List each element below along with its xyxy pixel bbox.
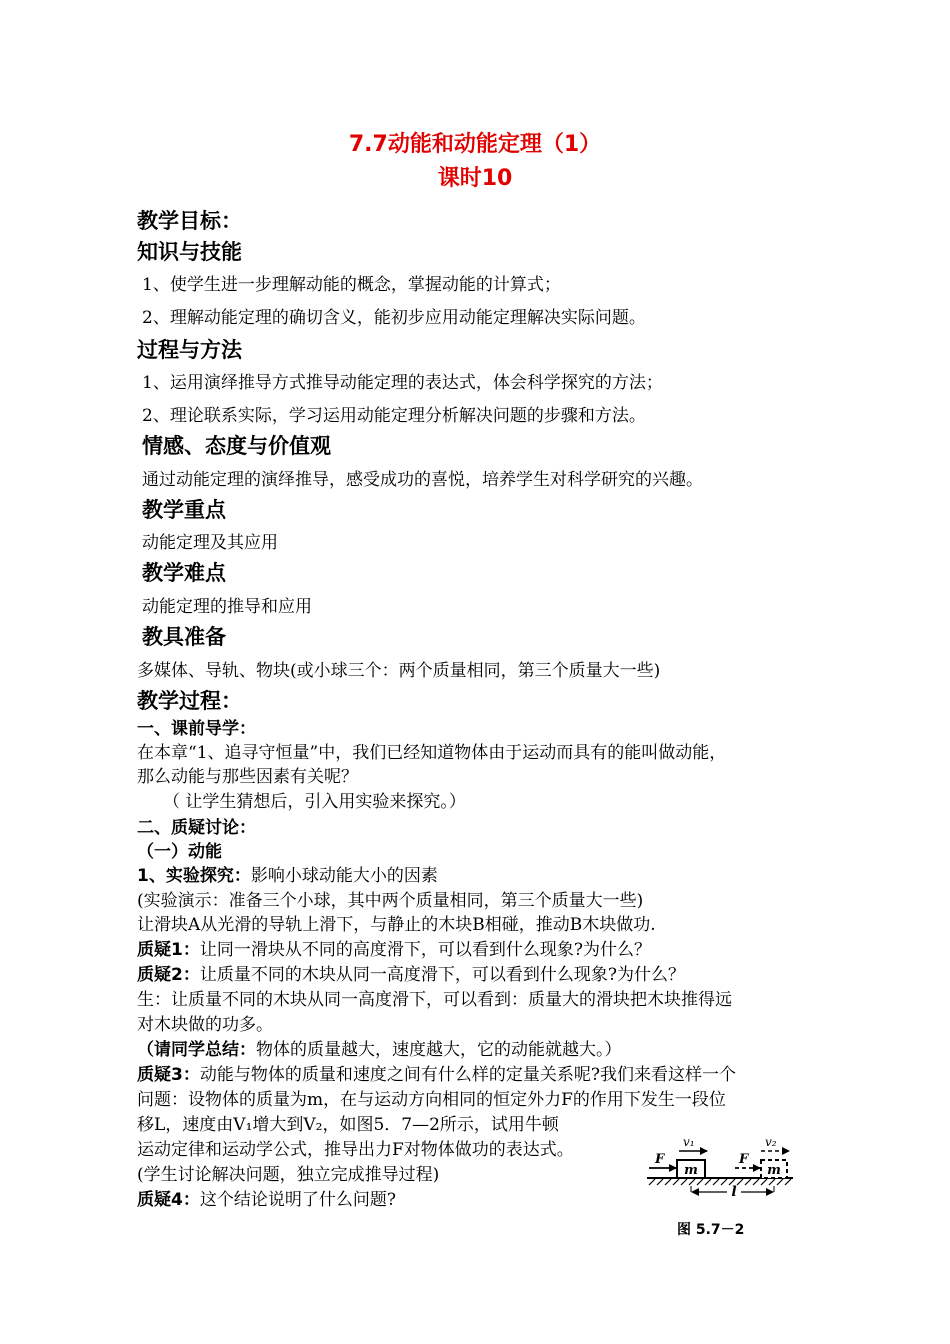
question-2-text: 让质量不同的木块从同一高度滑下，可以看到什么现象?为什么？ (199, 965, 685, 985)
section1-line-1: 在本章“1、追寻守恒量”中，我们已经知道物体由于运动而具有的能叫做动能， (137, 743, 727, 763)
document-title: 7.7动能和动能定理（1） (348, 132, 602, 157)
key-heading: 教学重点 (142, 498, 226, 522)
question-4 (137, 1185, 396, 1210)
difficult-heading: 教学难点 (142, 561, 226, 585)
knowledge-heading: 知识与技能 (137, 240, 242, 264)
question-1 (137, 935, 651, 960)
question-2 (137, 960, 685, 985)
knowledge-item-1: 1、使学生进一步理解动能的概念，掌握动能的计算式； (142, 275, 561, 295)
question-4-label: 质疑4： (137, 1190, 200, 1210)
question-4-text: 这个结论说明了什么问题? (199, 1190, 396, 1210)
process-item-2: 2、理论联系实际，学习运用动能定理分析解决问题的步骤和方法。 (142, 406, 646, 426)
ground-hatching (649, 1179, 791, 1185)
force-displacement-figure (643, 1132, 803, 1244)
sub1-heading: （一）动能 (137, 842, 222, 862)
question-3-line-4: 运动定律和运动学公式，推导出力F对物体做功的表达式。 (137, 1140, 574, 1160)
key-text: 动能定理及其应用 (142, 533, 278, 553)
process-heading: 过程与方法 (137, 338, 242, 362)
emotion-text: 通过动能定理的演绎推导，感受成功的喜悦，培养学生对科学研究的兴趣。 (142, 470, 703, 490)
tools-heading: 教具准备 (142, 625, 226, 649)
velocity-label-1: v₁ (683, 1135, 695, 1149)
question-1-label: 质疑1： (137, 940, 200, 960)
procedure-heading: 教学过程： (137, 689, 242, 713)
question-2-label: 质疑2： (137, 965, 200, 985)
emotion-heading: 情感、态度与价值观 (142, 434, 331, 458)
velocity-label-2: v₂ (765, 1135, 777, 1149)
mass-label-initial: m (684, 1163, 698, 1178)
force-label-initial: F (655, 1152, 665, 1167)
question-3-line-2: 问题：设物体的质量为m，在与运动方向相同的恒定外力F的作用下发生一段位 (137, 1090, 726, 1110)
knowledge-item-2: 2、理解动能定理的确切含义，能初步应用动能定理解决实际问题。 (142, 308, 646, 328)
displacement-label: l (731, 1184, 737, 1200)
figure-caption: 图 5.7－2 (677, 1222, 745, 1238)
experiment-line (137, 861, 438, 886)
question-3-line-5: (学生讨论解决问题，独立完成推导过程) (137, 1165, 440, 1185)
objectives-heading: 教学目标： (137, 209, 242, 233)
section1-heading: 一、课前导学： (137, 719, 256, 739)
slide-line: 让滑块A从光滑的导轨上滑下，与静止的木块B相碰，推动B木块做功. (137, 915, 656, 935)
tools-text: 多媒体、导轨、物块(或小球三个：两个质量相同，第三个质量大一些) (137, 661, 661, 681)
process-item-1: 1、运用演绎推导方式推导动能定理的表达式，体会科学探究的方法； (142, 373, 663, 393)
force-label-final: F (739, 1152, 749, 1167)
student-line-2: 对木块做的功多。 (137, 1015, 273, 1035)
question-3-line-1: 动能与物体的质量和速度之间有什么样的定量关系呢?我们来看这样一个 (199, 1065, 736, 1085)
section2-heading: 二、质疑讨论： (137, 818, 256, 838)
mass-label-final: m (767, 1163, 781, 1178)
difficult-text: 动能定理的推导和应用 (142, 597, 312, 617)
section1-line-3: （ 让学生猜想后，引入用实验来探究。） (163, 792, 466, 812)
summary-label: （请同学总结： (137, 1040, 256, 1060)
demo-line: (实验演示：准备三个小球，其中两个质量相同，第三个质量大一些) (137, 891, 644, 911)
question-1-text: 让同一滑块从不同的高度滑下，可以看到什么现象?为什么？ (199, 940, 651, 960)
summary-text: 物体的质量越大，速度越大，它的动能就越大。） (256, 1040, 622, 1060)
question-3-line-3: 移L，速度由V₁增大到V₂，如图5．7—2所示，试用牛顿 (137, 1115, 559, 1135)
lesson-number: 课时10 (437, 166, 513, 191)
experiment-label: 1、实验探究： (137, 866, 251, 886)
summary-line (137, 1035, 622, 1060)
student-line-1: 生：让质量不同的木块从同一高度滑下，可以看到：质量大的滑块把木块推得远 (137, 990, 732, 1010)
section1-line-2: 那么动能与那些因素有关呢？ (137, 767, 358, 787)
question-3-label: 质疑3： (137, 1065, 200, 1085)
question-3 (137, 1060, 736, 1085)
experiment-text: 影响小球动能大小的因素 (250, 866, 438, 886)
